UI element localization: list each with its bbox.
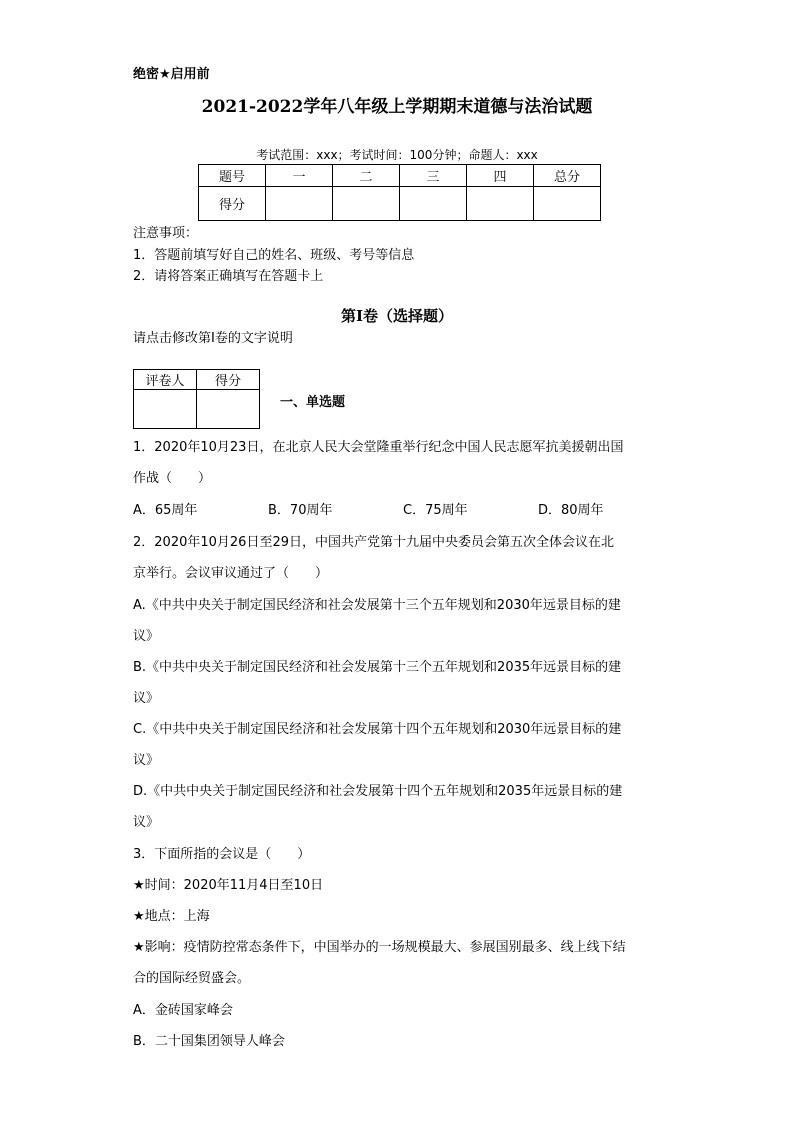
question-3-line: 3．下面所指的会议是（ ）	[133, 847, 311, 862]
option-b[interactable]: B．二十国集团领导人峰会	[133, 1034, 285, 1049]
score-table-score-row	[199, 187, 601, 221]
option-c[interactable]: C．75周年	[403, 503, 468, 518]
option-a-line[interactable]: A.《中共中央关于制定国民经济和社会发展第十三个五年规划和2030年远景目标的建	[133, 598, 621, 613]
grader-cell[interactable]	[197, 390, 260, 429]
option-d[interactable]: D．80周年	[538, 503, 604, 518]
part-title: 一、单选题	[280, 395, 346, 410]
exam-info: 考试范围：xxx；考试时间：100分钟；命题人：xxx	[256, 148, 538, 162]
grader-table-header: 评卷人	[134, 370, 197, 390]
question-1-line: 1．2020年10月23日，在北京人民大会堂隆重举行纪念中国人民志愿军抗美援朝出国	[133, 440, 624, 455]
question-3-line: ★影响：疫情防控常态条件下，中国举办的一场规模最大、参展国别最多、线上线下结	[133, 940, 626, 955]
option-b[interactable]: B．70周年	[268, 503, 333, 518]
score-table-header: 一	[266, 165, 333, 187]
section-description[interactable]: 请点击修改第I卷的文字说明	[133, 331, 293, 346]
question-3-line: 合的国际经贸盛会。	[133, 971, 251, 986]
option-b-line[interactable]: B.《中共中央关于制定国民经济和社会发展第十三个五年规划和2035年远景目标的建	[133, 660, 622, 675]
score-table-header: 二	[333, 165, 400, 187]
score-cell[interactable]	[333, 187, 400, 221]
grader-table-header-row	[134, 370, 260, 390]
question-3-line: ★时间：2020年11月4日至10日	[133, 878, 324, 893]
note-item: 1．答题前填写好自己的姓名、班级、考号等信息	[133, 248, 415, 263]
grader-table	[133, 369, 260, 429]
score-cell[interactable]	[266, 187, 333, 221]
option-a[interactable]: A．金砖国家峰会	[133, 1003, 233, 1018]
option-c-line[interactable]: 议》	[133, 753, 160, 768]
score-table-header: 总分	[534, 165, 601, 187]
score-row-label: 得分	[199, 187, 266, 221]
option-c-line[interactable]: C.《中共中央关于制定国民经济和社会发展第十四个五年规划和2030年远景目标的建	[133, 722, 622, 737]
question-1-line: 作战（ ）	[133, 471, 212, 486]
score-cell[interactable]	[400, 187, 467, 221]
option-a[interactable]: A．65周年	[133, 503, 198, 518]
page-title: 2021-2022学年八年级上学期期末道德与法治试题	[201, 97, 593, 117]
section-title: 第I卷（选择题）	[340, 307, 454, 325]
note-item: 2．请将答案正确填写在答题卡上	[133, 269, 324, 284]
question-2-line: 京举行。会议审议通过了（ ）	[133, 566, 329, 581]
option-b-line[interactable]: 议》	[133, 691, 160, 706]
question-2-line: 2．2020年10月26日至29日，中国共产党第十九届中央委员会第五次全体会议在北	[133, 535, 614, 550]
score-cell[interactable]	[534, 187, 601, 221]
option-d-line[interactable]: D.《中共中央关于制定国民经济和社会发展第十四个五年规划和2035年远景目标的建	[133, 784, 623, 799]
notes-title: 注意事项：	[133, 226, 199, 241]
score-table-header-row	[199, 165, 601, 187]
grader-cell[interactable]	[134, 390, 197, 429]
score-table-header: 四	[467, 165, 534, 187]
grader-table-value-row	[134, 390, 260, 429]
grader-table-header: 得分	[197, 370, 260, 390]
score-table-header: 题号	[199, 165, 266, 187]
score-cell[interactable]	[467, 187, 534, 221]
secret-label: 绝密★启用前	[133, 67, 210, 82]
score-table	[198, 164, 601, 221]
option-a-line[interactable]: 议》	[133, 629, 160, 644]
question-3-line: ★地点：上海	[133, 909, 210, 924]
score-table-header: 三	[400, 165, 467, 187]
option-d-line[interactable]: 议》	[133, 815, 160, 830]
question-1-options	[133, 499, 673, 518]
